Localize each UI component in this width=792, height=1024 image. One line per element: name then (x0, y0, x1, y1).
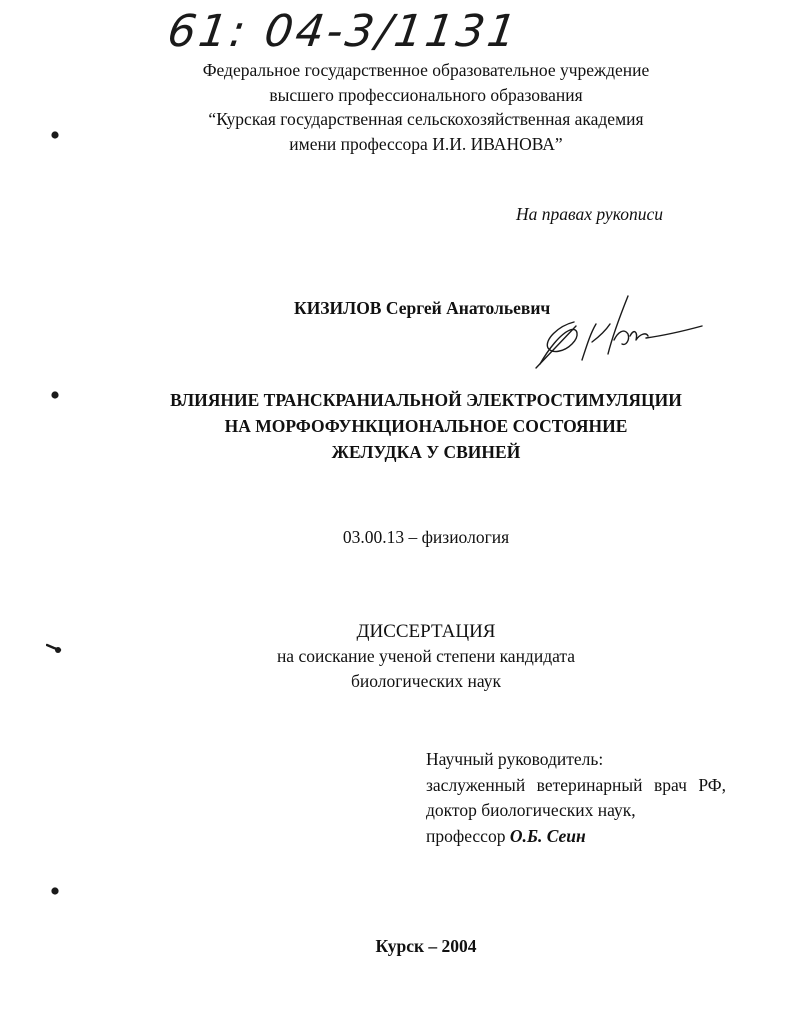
institution-line-1: Федеральное государственное образовательное учреждение (202, 60, 650, 80)
title-line-2: НА МОРФОФУНКЦИОНАЛЬНОЕ СОСТОЯНИЕ (224, 416, 628, 436)
advisor-block (426, 747, 726, 849)
city-year: Курск – 2004 (375, 936, 477, 956)
advisor-label: Научный руководитель: (426, 749, 604, 769)
advisor-title: профессор (426, 825, 506, 846)
punch-hole-mark (46, 642, 62, 654)
degree-line-1: на соискание ученой степени кандидата (276, 646, 576, 666)
archive-code-handwritten: 61: 04-3/1131 (164, 6, 523, 57)
dissertation-type-block (96, 619, 756, 694)
institution-line-3: “Курская государственная сельскохозяйственная академия (208, 109, 644, 129)
advisor-name: О.Б. Сеин (509, 825, 586, 846)
dissertation-title (96, 387, 756, 465)
advisor-line-1: заслуженный ветеринарный врач РФ, (426, 774, 726, 795)
author-name: КИЗИЛОВ Сергей Анатольевич (294, 298, 551, 318)
dissertation-heading: ДИССЕРТАЦИЯ (356, 621, 496, 642)
degree-line-2: биологических наук (350, 671, 502, 691)
institution-block (140, 58, 712, 156)
specialty-code: 03.00.13 – физиология (342, 527, 510, 547)
advisor-line-3 (426, 824, 726, 850)
title-line-1: ВЛИЯНИЕ ТРАНСКРАНИАЛЬНОЙ ЭЛЕКТРОСТИМУЛЯЦИИ (170, 390, 682, 410)
institution-line-2: высшего профессионального образования (269, 84, 583, 105)
author-signature (530, 290, 710, 372)
title-line-3: ЖЕЛУДКА У СВИНЕЙ (331, 442, 521, 462)
punch-hole-mark (50, 390, 60, 400)
punch-hole-mark (50, 886, 60, 896)
punch-hole-mark (50, 130, 60, 140)
rights-note: На правах рукописи (516, 204, 663, 224)
advisor-line-2: доктор биологических наук, (426, 800, 636, 820)
institution-line-4: имени профессора И.И. ИВАНОВА” (289, 133, 563, 154)
